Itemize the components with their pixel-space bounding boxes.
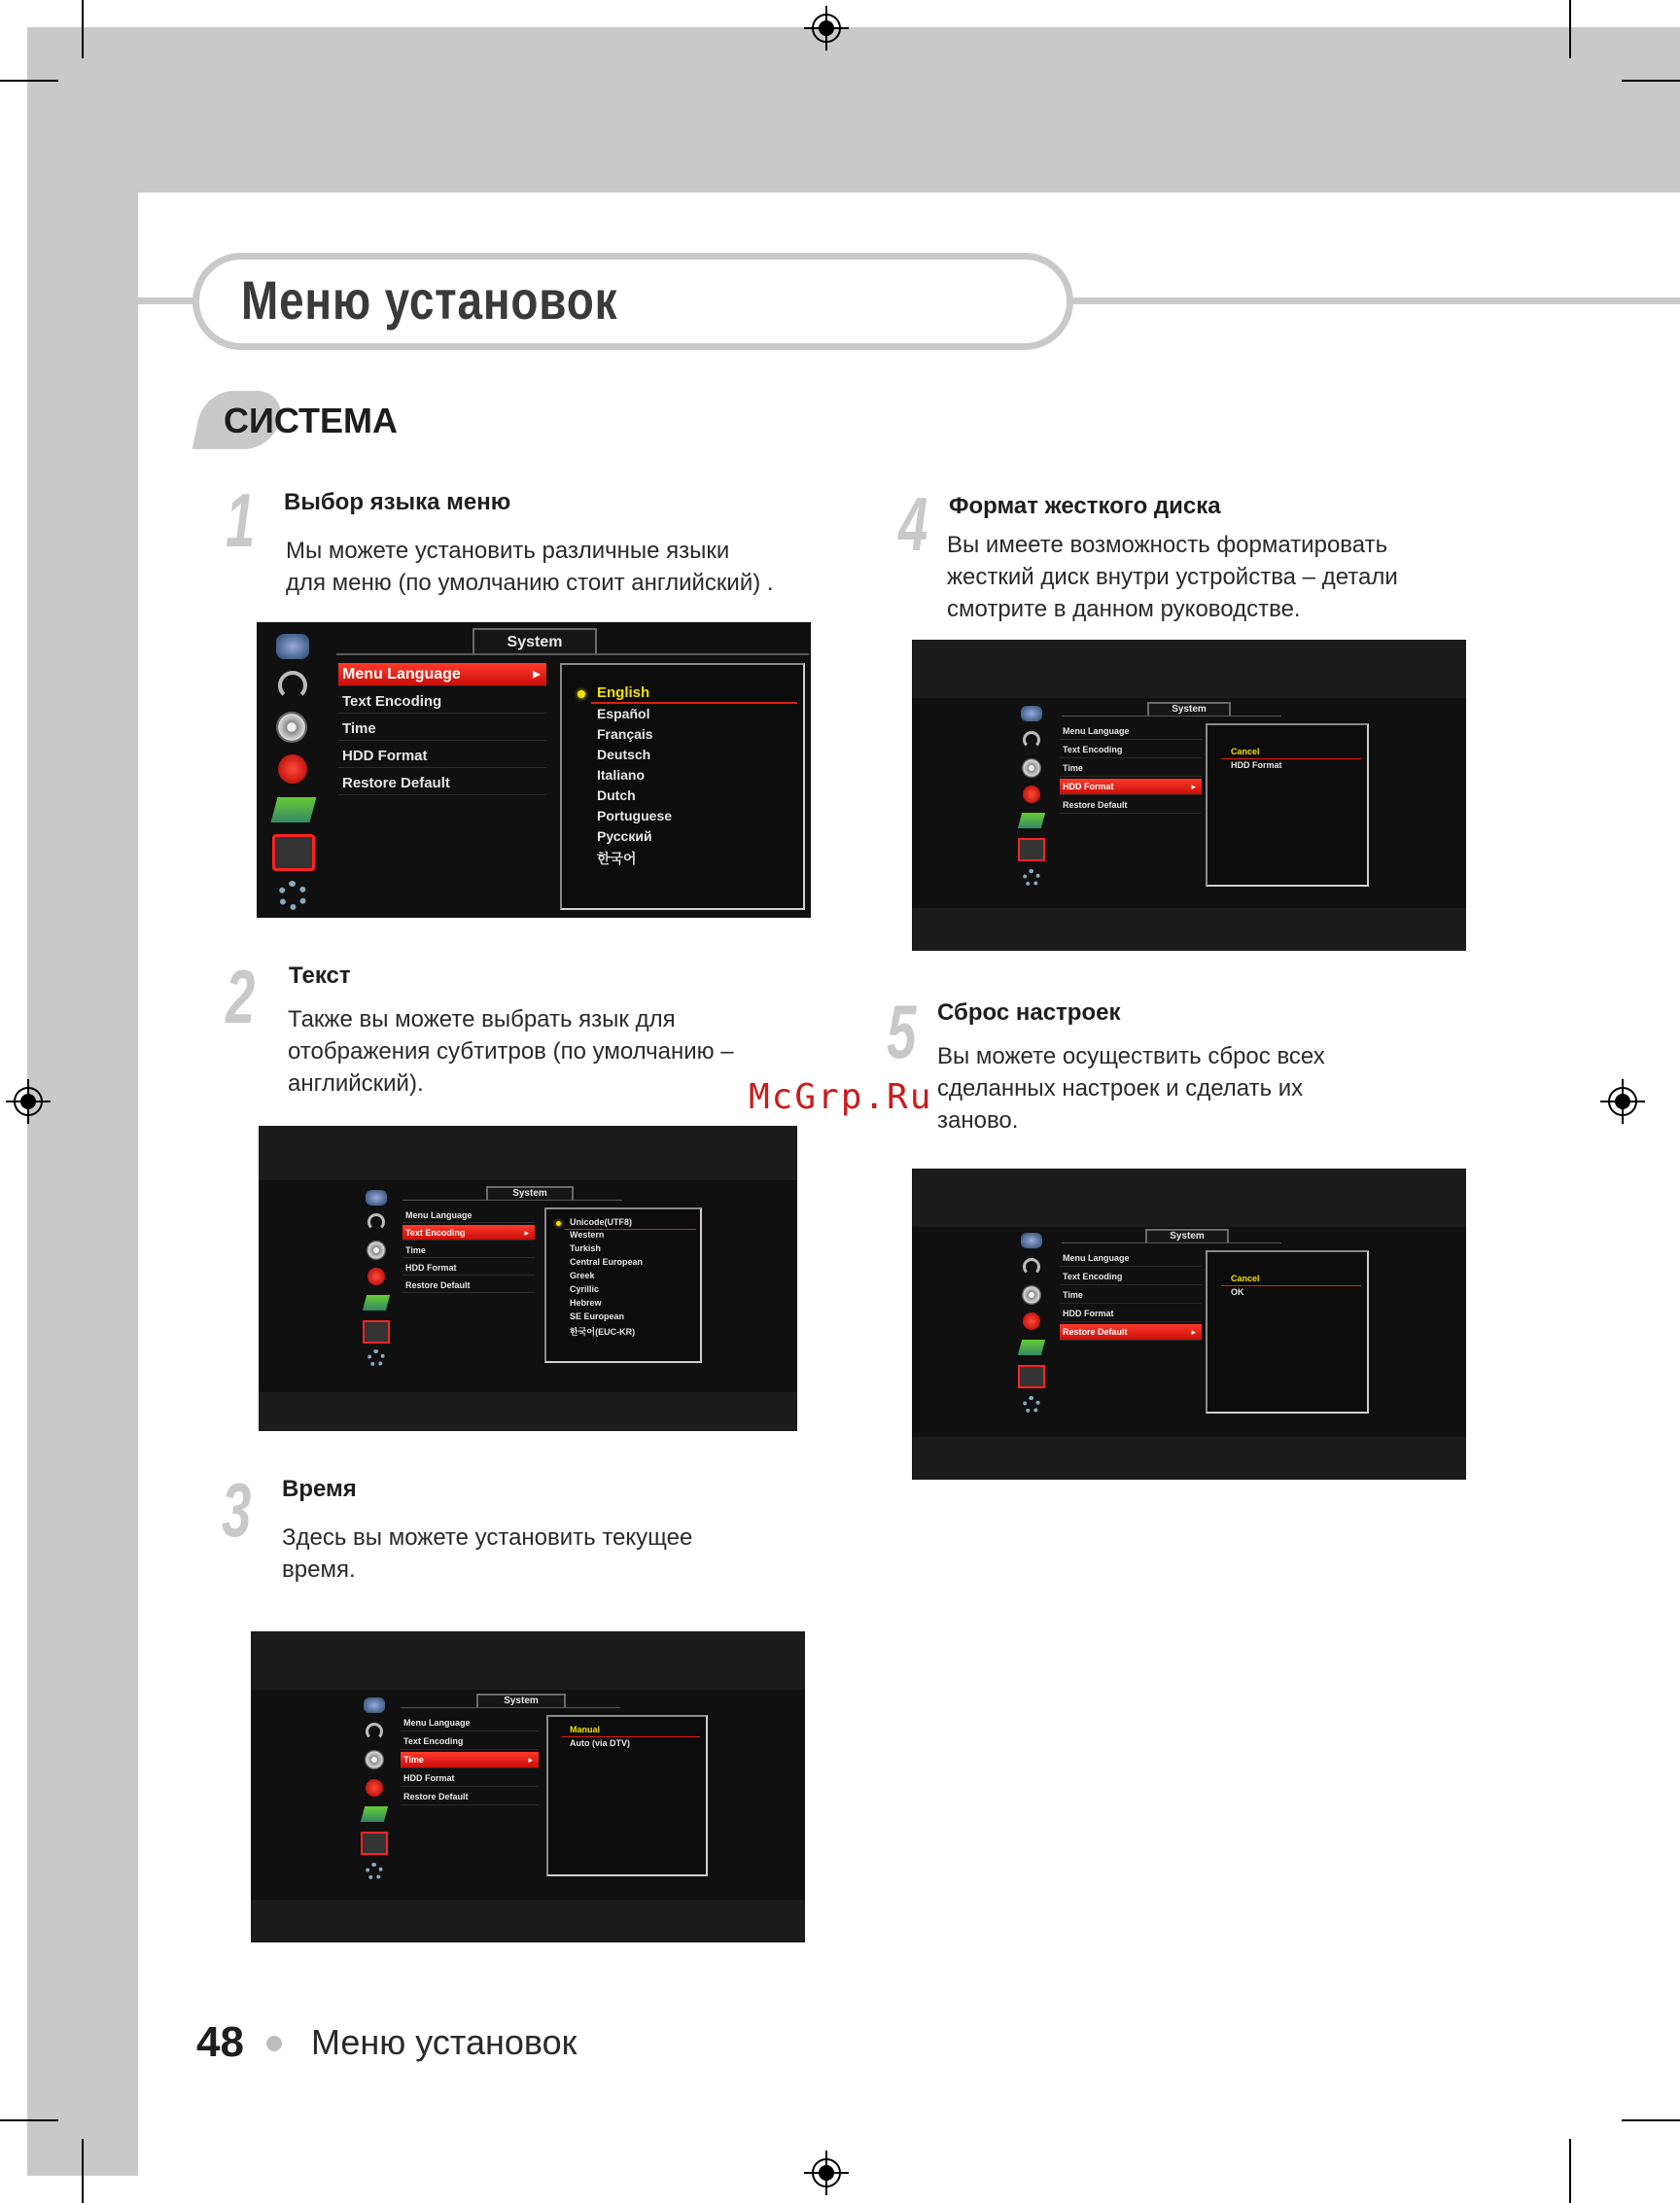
film-reel-icon bbox=[367, 1241, 386, 1260]
screen-band bbox=[912, 908, 1466, 951]
option-cancel[interactable]: Cancel bbox=[1231, 1274, 1260, 1283]
step-body-line: Мы можете установить различные языки bbox=[286, 538, 730, 564]
step-body-line: смотрите в данном руководстве. bbox=[947, 596, 1301, 622]
menu-item-menu-language[interactable]: Menu Language bbox=[401, 1715, 539, 1731]
menu-item-text-encoding[interactable]: Text Encoding bbox=[1060, 1269, 1202, 1285]
step-body-line: Вы можете осуществить сброс всех bbox=[937, 1043, 1325, 1069]
tab-underline bbox=[401, 1707, 620, 1708]
step-body-line: заново. bbox=[937, 1107, 1019, 1134]
menu-item-text-encoding[interactable]: Text Encoding ▸ bbox=[402, 1225, 535, 1241]
crop-mark bbox=[1622, 80, 1680, 82]
selection-underline bbox=[562, 1736, 700, 1737]
menu-item-time[interactable]: Time ▸ bbox=[401, 1752, 539, 1768]
headphones-icon bbox=[368, 1213, 385, 1231]
film-reel-icon bbox=[1022, 1285, 1041, 1305]
tab-underline bbox=[1062, 716, 1281, 717]
menu-item-hdd-format[interactable]: HDD Format bbox=[1060, 1306, 1202, 1322]
page-title: Меню установок bbox=[241, 269, 618, 331]
headphones-icon bbox=[278, 671, 307, 700]
step-number: 3 bbox=[222, 1467, 252, 1553]
screenshot-hdd-format bbox=[912, 640, 1466, 951]
screenshot-time bbox=[251, 1631, 805, 1942]
tab-underline bbox=[402, 1200, 622, 1201]
option-deutsch[interactable]: Deutsch bbox=[597, 747, 651, 762]
system-tab: System bbox=[1145, 1229, 1229, 1242]
system-icon bbox=[272, 834, 315, 871]
system-tab: System bbox=[472, 628, 597, 655]
step-body bbox=[286, 535, 774, 599]
menu-item-text-encoding[interactable]: Text Encoding bbox=[338, 690, 546, 714]
crop-mark bbox=[82, 0, 84, 58]
registration-mark-icon bbox=[1600, 1079, 1645, 1124]
watermark: McGrp.Ru bbox=[749, 1077, 933, 1117]
menu-item-time[interactable]: Time bbox=[338, 717, 546, 741]
screen-band bbox=[912, 1437, 1466, 1480]
record-icon bbox=[366, 1779, 383, 1797]
screen-band bbox=[912, 1169, 1466, 1227]
option-se-european[interactable]: SE European bbox=[570, 1311, 625, 1321]
system-icon bbox=[1018, 838, 1045, 861]
option-dutch[interactable]: Dutch bbox=[597, 787, 636, 803]
step-body-line: английский). bbox=[288, 1070, 424, 1097]
menu-item-hdd-format[interactable]: HDD Format bbox=[402, 1260, 535, 1276]
tv-icon bbox=[1021, 706, 1042, 721]
footer-bullet-icon bbox=[266, 2036, 282, 2051]
step-body-line: отображения субтитров (по умолчанию – bbox=[288, 1038, 734, 1065]
headphones-icon bbox=[1023, 1258, 1040, 1276]
screen-band bbox=[259, 1392, 797, 1431]
tab-underline bbox=[1062, 1242, 1281, 1243]
step-body bbox=[288, 1003, 734, 1100]
record-icon bbox=[1023, 786, 1040, 803]
option-western[interactable]: Western bbox=[570, 1230, 605, 1240]
crop-mark bbox=[1569, 2139, 1571, 2203]
menu-item-hdd-format[interactable]: HDD Format bbox=[401, 1770, 539, 1787]
registration-mark-icon bbox=[6, 1079, 51, 1124]
option-korean-euc[interactable]: 한국어(EUC-KR) bbox=[570, 1327, 636, 1337]
menu-item-menu-language[interactable]: Menu Language bbox=[1060, 1250, 1202, 1267]
step-title: Сброс настроек bbox=[937, 999, 1121, 1026]
gear-icon bbox=[368, 1349, 385, 1367]
option-turkish[interactable]: Turkish bbox=[570, 1243, 601, 1253]
option-cyrillic[interactable]: Cyrillic bbox=[570, 1284, 600, 1294]
record-icon bbox=[1023, 1312, 1040, 1330]
header-band bbox=[27, 27, 1680, 192]
gear-icon bbox=[366, 1863, 383, 1880]
gear-icon bbox=[278, 881, 307, 910]
network-icon bbox=[361, 1806, 388, 1822]
menu-item-restore-default[interactable]: Restore Default bbox=[1060, 797, 1202, 814]
crop-mark bbox=[1569, 0, 1571, 58]
menu-item-menu-language[interactable]: Menu Language ▸ bbox=[338, 663, 546, 686]
tab-underline bbox=[336, 653, 809, 655]
crop-mark bbox=[1622, 2119, 1680, 2121]
option-portuguese[interactable]: Portuguese bbox=[597, 808, 673, 823]
step-title: Текст bbox=[289, 962, 351, 989]
network-icon bbox=[271, 797, 317, 822]
step-title: Формат жесткого диска bbox=[949, 493, 1221, 519]
film-reel-icon bbox=[365, 1750, 384, 1769]
system-icon bbox=[363, 1320, 390, 1344]
page-number: 48 bbox=[196, 2018, 244, 2066]
film-reel-icon bbox=[276, 712, 307, 743]
registration-mark-icon bbox=[804, 2151, 849, 2195]
option-hebrew[interactable]: Hebrew bbox=[570, 1298, 602, 1308]
record-icon bbox=[368, 1268, 385, 1285]
option-central-european[interactable]: Central European bbox=[570, 1257, 644, 1267]
option-manual[interactable]: Manual bbox=[570, 1725, 601, 1734]
option-korean[interactable]: 한국어 bbox=[597, 851, 637, 866]
option-espanol[interactable]: Español bbox=[597, 706, 650, 721]
step-body-line: для меню (по умолчанию стоит английский) . bbox=[286, 570, 774, 596]
crop-mark bbox=[82, 2139, 84, 2203]
title-rule bbox=[1069, 297, 1680, 304]
step-body-line: жесткий диск внутри устройства – детали bbox=[947, 564, 1398, 590]
step-body-line: сделанных настроек и сделать их bbox=[937, 1075, 1304, 1102]
screen-band bbox=[259, 1126, 797, 1180]
system-tab: System bbox=[486, 1186, 574, 1200]
selection-underline bbox=[1221, 758, 1361, 759]
registration-mark-icon bbox=[804, 6, 849, 51]
network-icon bbox=[1018, 1340, 1045, 1355]
option-ok[interactable]: OK bbox=[1231, 1287, 1244, 1297]
menu-item-menu-language[interactable]: Menu Language bbox=[1060, 723, 1202, 740]
menu-item-text-encoding[interactable]: Text Encoding bbox=[401, 1733, 539, 1750]
network-icon bbox=[363, 1295, 390, 1311]
menu-item-text-encoding[interactable]: Text Encoding bbox=[1060, 742, 1202, 758]
system-tab: System bbox=[1147, 702, 1231, 716]
step-number: 1 bbox=[226, 477, 256, 563]
option-greek[interactable]: Greek bbox=[570, 1271, 595, 1280]
title-rule bbox=[138, 297, 196, 304]
option-unicode[interactable]: Unicode(UTF8) bbox=[570, 1217, 632, 1227]
selected-dot-icon bbox=[556, 1221, 561, 1226]
screen-band bbox=[912, 640, 1466, 698]
menu-item-restore-default[interactable]: Restore Default bbox=[401, 1789, 539, 1805]
system-icon bbox=[1018, 1365, 1045, 1388]
step-number: 5 bbox=[887, 989, 917, 1074]
step-number: 4 bbox=[898, 481, 928, 567]
screen-band bbox=[251, 1900, 805, 1942]
menu-item-time[interactable]: Time bbox=[1060, 760, 1202, 777]
headphones-icon bbox=[1023, 731, 1040, 749]
menu-item-restore-default[interactable]: Restore Default bbox=[402, 1277, 535, 1293]
option-italiano[interactable]: Italiano bbox=[597, 767, 646, 783]
screen-band bbox=[251, 1631, 805, 1690]
menu-item-time[interactable]: Time bbox=[402, 1242, 535, 1258]
step-number: 2 bbox=[226, 954, 256, 1039]
crop-mark bbox=[0, 2119, 58, 2121]
step-body bbox=[937, 1040, 1325, 1136]
menu-item-hdd-format[interactable]: HDD Format bbox=[338, 745, 546, 768]
step-body-line: Здесь вы можете установить текущее bbox=[282, 1524, 693, 1551]
selection-underline bbox=[591, 702, 797, 704]
screenshot-text-encoding bbox=[259, 1126, 797, 1431]
selected-dot-icon bbox=[578, 690, 585, 698]
step-body bbox=[947, 529, 1398, 625]
option-english[interactable]: English bbox=[597, 684, 650, 701]
menu-item-hdd-format[interactable]: HDD Format ▸ bbox=[1060, 779, 1202, 795]
step-body-line: время. bbox=[282, 1556, 356, 1583]
tv-icon bbox=[366, 1190, 387, 1206]
system-tab: System bbox=[476, 1694, 566, 1707]
menu-item-restore-default[interactable]: Restore Default ▸ bbox=[1060, 1324, 1202, 1341]
step-title: Время bbox=[282, 1476, 357, 1502]
screenshot-menu-language bbox=[257, 622, 811, 918]
screenshot-restore-default bbox=[912, 1169, 1466, 1480]
crop-mark bbox=[0, 80, 58, 82]
tv-icon bbox=[276, 634, 309, 659]
selection-underline bbox=[1221, 1285, 1361, 1286]
section-title: СИСТЕМА bbox=[224, 401, 398, 440]
step-body-line: Также вы можете выбрать язык для bbox=[288, 1006, 676, 1032]
tv-icon bbox=[1021, 1233, 1042, 1248]
option-russian[interactable]: Русский bbox=[597, 828, 652, 844]
step-title: Выбор языка меню bbox=[284, 489, 511, 515]
tv-icon bbox=[364, 1697, 385, 1713]
gear-icon bbox=[1023, 869, 1040, 887]
option-cancel[interactable]: Cancel bbox=[1231, 747, 1260, 756]
system-icon bbox=[361, 1832, 388, 1855]
network-icon bbox=[1018, 813, 1045, 828]
encoding-submenu bbox=[544, 1207, 702, 1363]
gear-icon bbox=[1023, 1396, 1040, 1414]
step-body-line: Вы имеете возможность форматировать bbox=[947, 532, 1388, 558]
option-hdd-format[interactable]: HDD Format bbox=[1231, 760, 1282, 770]
menu-item-restore-default[interactable]: Restore Default bbox=[338, 772, 546, 795]
option-auto-dtv[interactable]: Auto (via DTV) bbox=[570, 1738, 630, 1748]
step-body bbox=[282, 1521, 692, 1586]
menu-item-menu-language[interactable]: Menu Language bbox=[402, 1207, 535, 1223]
record-icon bbox=[278, 754, 307, 784]
footer-title: Меню установок bbox=[311, 2022, 578, 2062]
film-reel-icon bbox=[1022, 758, 1041, 778]
headphones-icon bbox=[366, 1723, 383, 1740]
option-francais[interactable]: Français bbox=[597, 726, 653, 742]
menu-item-time[interactable]: Time bbox=[1060, 1287, 1202, 1304]
